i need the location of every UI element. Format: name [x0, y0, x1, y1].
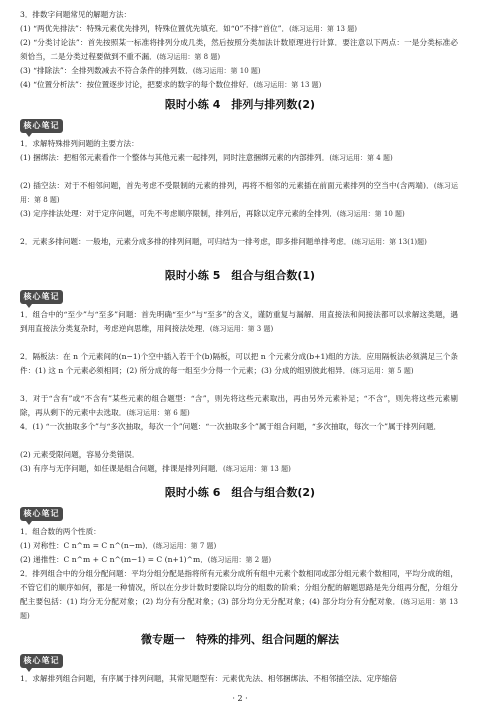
paragraph: 3．对于“含有”或“不含有”某些元素的组合题型：“含”，则先将这些元素取出，再由另外元素补足；“不含”，则先将这些元素剔除，再从剩下的元素中去选取．(练习运用：第 6 题) [20, 394, 458, 417]
paragraph: 1．组合中的“至少”与“至多”问题：首先明确“至少”与“至多”的含义，谨防重复与漏解．用直接法和间接法都可以求解这类题，遇到用直接法分类复杂时，考虑逆向思维，用间接法处理．(练习运用：第 3 题) [20, 310, 458, 333]
method-item: (1) 捆绑法：把相邻元素看作一个整体与其他元素一起排列，同时注意捆绑元素的内部排列．(练习运用：第 4 题) [20, 153, 393, 162]
method-item: (4) “位置分析法”：按位置逐步讨论，把要求的数字的每个数位排好．(练习运用：第 13 题) [20, 80, 322, 89]
paragraph: 2．隔板法：在 n 个元素间的(n−1)个空中插入若干个(b)隔板，可以把 n 个元素分成(b+1)组的方法．应用隔板法必须满足三个条件：(1) 这 n 个元素必须相同；(2) 所分成的每一组至少分得一个元素；(3) 分成的组别彼此相异．(练习运用：第 5 题) [20, 352, 458, 375]
core-notes-badge: 核心笔记 [20, 119, 63, 133]
section-title: 限时小练 6 组合与组合数(2) [164, 486, 316, 499]
paragraph: 2．元素多排问题：一般地，元素分成多排的排列问题，可归结为一排考虑，即多排问题单排考虑．(练习运用：第 13(1)题) [20, 237, 427, 246]
paragraph: 4．(1) “一次抽取多个”与“多次抽取，每次一个”问题：“一次抽取多个”属于组合问题，“多次抽取，每次一个”属于排列问题． [20, 422, 442, 431]
method-item: (2) “分类讨论法”：首先按照某一标准将排列分成几类，然后按照分类加法计数原理进行计算．要注意以下两点：一是分类标准必须恰当，二是分类过程要做到不重不漏．(练习运用：第 8 题) [20, 38, 458, 61]
core-notes-badge: 核心笔记 [20, 507, 63, 521]
core-notes-badge: 核心笔记 [20, 290, 63, 304]
method-item: (3) 定序排法处理：对于定序问题，可先不考虑顺序限制，排列后，再除以定序元素的全排列．(练习运用：第 10 题) [20, 209, 405, 218]
property-item: (2) 递推性：C n^m + C n^(m−1) = C (n+1)^m．(练习运用：第 2 题) [20, 555, 272, 564]
paragraph: (2) 元素受限问题，容易分类错误． [20, 450, 140, 459]
method-item: (3) “排除法”：全排列数减去不符合条件的排列数．(练习运用：第 10 题) [20, 66, 261, 75]
paragraph: 3．排数字问题常见的解题方法： [20, 10, 132, 19]
paragraph: 1．求解特殊排列问题的主要方法： [20, 139, 139, 148]
method-item: (2) 插空法：对于不相邻问题，首先考虑不受限制的元素的排列，再将不相邻的元素插在前面元素排列的空当中(含两端)．(练习运用：第 8 题) [20, 181, 459, 204]
section-title: 微专题一 特殊的排列、组合问题的解法 [141, 633, 339, 646]
section-title: 限时小练 4 排列与排列数(2) [164, 98, 316, 111]
core-notes-badge: 核心笔记 [20, 654, 63, 668]
paragraph: 2．排列组合中的分组分配问题：平均分组分配是指将所有元素分成所有组中元素个数相同或部分组元素个数相同，平均分成的组，不管它们的顺序如何，都是一种情况，所以在分步计数时要除以均分的组数的阶乘；分组分配的解题思路是先分组再分配，分组分配主要包括：(1) 均分无分配对象；(2) 均分有分配对象；(3) 部分均分无分配对象；(4) 部分均分有分配对象．(练习运用：第 13 题) [20, 569, 458, 620]
paragraph: (3) 有序与无序问题，如任课是组合问题，排课是排列问题．(练习运用：第 13 题) [20, 464, 291, 473]
paragraph: 1．求解排列组合问题，有序属于排列问题，其常见题型有：元素优先法、相邻捆绑法、不相邻插空法、定序缩倍 [20, 674, 397, 683]
method-item: (1) “两优先排法”：特殊元素优先排列，特殊位置优先填充．如“0”不排“首位”．(练习运用：第 13 题) [20, 24, 357, 33]
paragraph: 1．组合数的两个性质： [20, 527, 101, 536]
page-number: · 2 · [232, 694, 248, 703]
property-item: (1) 对称性：C n^m = C n^(n−m)．(练习运用：第 7 题) [20, 541, 217, 550]
section-title: 限时小练 5 组合与组合数(1) [164, 269, 316, 282]
